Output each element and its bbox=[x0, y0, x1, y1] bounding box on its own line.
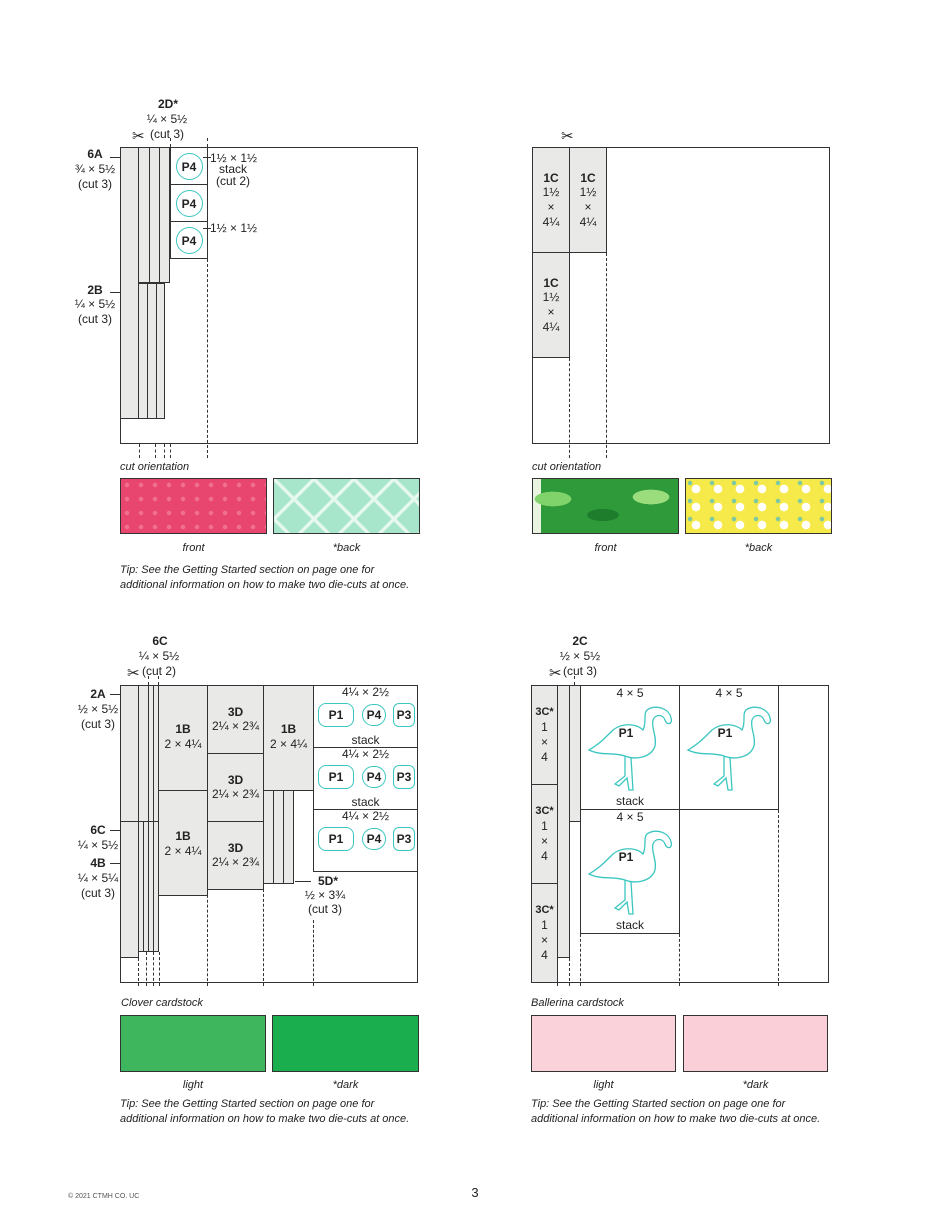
label-4b: 4B bbox=[90, 856, 106, 870]
label-3d: 3D bbox=[227, 841, 244, 855]
flamingo-diecut-outline bbox=[684, 700, 776, 798]
piece-1c bbox=[569, 147, 607, 253]
piece-3d bbox=[207, 753, 264, 822]
cut-2a: (cut 3) bbox=[80, 717, 115, 731]
stack-label: stack bbox=[351, 733, 380, 747]
strip-2a bbox=[120, 821, 139, 958]
swatch-ballerina-dark bbox=[683, 1015, 828, 1072]
label-p4: P4 bbox=[366, 832, 382, 846]
strip-2a bbox=[120, 685, 139, 822]
piece-1b bbox=[158, 790, 208, 896]
cell-p4 bbox=[170, 147, 208, 185]
piece-1c bbox=[532, 147, 570, 253]
stack-label: stack bbox=[218, 162, 247, 176]
scissors-icon: ✂ bbox=[127, 665, 140, 682]
label-p1: P1 bbox=[328, 770, 344, 784]
size-2c: ½ × 5½ bbox=[559, 649, 601, 663]
size-4x5: 4 × 5 bbox=[616, 686, 644, 700]
cell-p-strip bbox=[313, 747, 418, 810]
size-3d: 2¼ × 2¾ bbox=[211, 719, 260, 733]
stack-label: stack bbox=[615, 918, 644, 932]
cell-p4 bbox=[170, 221, 208, 259]
cell-flamingo bbox=[580, 685, 680, 810]
tip-text: Tip: See the Getting Started section on page one for additional information on how to make two die-cuts at once. bbox=[531, 1098, 821, 1125]
piece-3c bbox=[531, 784, 558, 884]
dim-1: 1 bbox=[541, 918, 548, 932]
swatch-front-label: front bbox=[594, 542, 617, 554]
size-3d: 2¼ × 2¾ bbox=[211, 787, 260, 801]
label-2a: 2A bbox=[90, 687, 106, 701]
size-1b: 2 × 4¼ bbox=[269, 737, 308, 751]
piece-3c bbox=[531, 685, 558, 785]
size-6a: ¾ × 5½ bbox=[74, 162, 116, 176]
swatch-dark-label: *dark bbox=[742, 1079, 769, 1091]
dim-2: 4¼ bbox=[542, 320, 560, 334]
size-6c-2: ¼ × 5½ bbox=[77, 838, 119, 852]
size-top: 1½ × 1½ bbox=[210, 151, 258, 165]
dim-1: 1 bbox=[541, 720, 548, 734]
label-p3: P3 bbox=[396, 708, 412, 722]
swatch-back-label: *back bbox=[744, 542, 773, 554]
label-3d: 3D bbox=[227, 705, 244, 719]
dim-2: 4 bbox=[541, 750, 548, 764]
stack-label: stack bbox=[615, 794, 644, 808]
dim-1: 1½ bbox=[542, 185, 560, 199]
size-3d: 2¼ × 2¾ bbox=[211, 855, 260, 869]
label-6c: 6C bbox=[152, 634, 168, 648]
piece-3d bbox=[207, 685, 264, 754]
times: × bbox=[540, 933, 548, 947]
dim-1: 1½ bbox=[542, 290, 560, 304]
stack-label: stack bbox=[351, 795, 380, 809]
label-p1: P1 bbox=[328, 832, 344, 846]
flamingo-diecut-outline bbox=[585, 824, 677, 922]
label-1b: 1B bbox=[175, 722, 191, 736]
cardstock-label: Clover cardstock bbox=[121, 997, 203, 1009]
cut-5d: (cut 3) bbox=[307, 902, 342, 916]
size-strip: 4¼ × 2½ bbox=[341, 685, 390, 699]
dim-1: 1 bbox=[541, 819, 548, 833]
cut-top: (cut 2) bbox=[215, 174, 250, 188]
cut-2c: (cut 3) bbox=[562, 664, 597, 678]
cut-orientation-label: cut orientation bbox=[120, 461, 190, 473]
label-p1: P1 bbox=[618, 850, 634, 864]
swatch-back-mint-plaid bbox=[273, 478, 420, 534]
swatch-clover-dark bbox=[272, 1015, 419, 1072]
piece-1b bbox=[263, 685, 314, 791]
size-4b: ¼ × 5¼ bbox=[77, 871, 119, 885]
swatch-light-label: light bbox=[182, 1079, 204, 1091]
dim-2: 4¼ bbox=[579, 215, 597, 229]
label-p3: P3 bbox=[396, 832, 412, 846]
cut-6c: (cut 2) bbox=[141, 664, 176, 678]
cell-p4 bbox=[170, 184, 208, 222]
label-p4: P4 bbox=[181, 160, 197, 174]
label-3c: 3C* bbox=[535, 805, 554, 817]
times: × bbox=[547, 200, 555, 214]
tip-text: Tip: See the Getting Started section on page one for additional information on how to make two die-cuts at once. bbox=[120, 1098, 410, 1125]
label-6c-2: 6C bbox=[90, 823, 106, 837]
size-6c: ¼ × 5½ bbox=[138, 649, 180, 663]
swatch-front-tropical-leaves bbox=[532, 478, 679, 534]
label-1b: 1B bbox=[280, 722, 297, 736]
strip-6a bbox=[120, 147, 139, 419]
tip-text: Tip: See the Getting Started section on page one for additional information on how to make two die-cuts at once. bbox=[120, 564, 410, 591]
copyright: © 2021 CTMH CO. UC bbox=[68, 1193, 140, 1200]
size-strip: 4¼ × 2½ bbox=[341, 747, 390, 761]
label-p4: P4 bbox=[181, 197, 197, 211]
label-2c: 2C bbox=[572, 634, 588, 648]
cell-p-strip bbox=[313, 685, 418, 748]
label-p1: P1 bbox=[618, 726, 634, 740]
dim-2: 4¼ bbox=[542, 215, 560, 229]
dim-1: 1½ bbox=[579, 185, 597, 199]
label-p1: P1 bbox=[717, 726, 733, 740]
cut-6a: (cut 3) bbox=[77, 177, 112, 191]
times: × bbox=[584, 200, 592, 214]
label-5d: 5D* bbox=[317, 874, 338, 888]
swatch-front-label: front bbox=[182, 542, 205, 554]
label-6a: 6A bbox=[87, 147, 103, 161]
strip-2b bbox=[156, 283, 165, 419]
times: × bbox=[540, 834, 548, 848]
scissors-icon: ✂ bbox=[549, 665, 562, 682]
label-p4: P4 bbox=[366, 708, 382, 722]
cell-flamingo bbox=[679, 685, 779, 810]
scissors-icon: ✂ bbox=[132, 128, 145, 145]
size-strip: 4¼ × 2½ bbox=[341, 809, 390, 823]
label-p4: P4 bbox=[181, 234, 197, 248]
size-5d: ½ × 3¾ bbox=[304, 888, 346, 902]
cut-2b: (cut 3) bbox=[77, 312, 112, 326]
swatch-ballerina-light bbox=[531, 1015, 676, 1072]
size-2b: ¼ × 5½ bbox=[74, 297, 116, 311]
label-p4: P4 bbox=[366, 770, 382, 784]
size-4x5: 4 × 5 bbox=[616, 810, 644, 824]
size-2a: ½ × 5½ bbox=[77, 702, 119, 716]
size-2d: ¼ × 5½ bbox=[146, 112, 188, 126]
cardstock-label: Ballerina cardstock bbox=[531, 997, 624, 1009]
label-1c: 1C bbox=[543, 171, 559, 185]
times: × bbox=[540, 735, 548, 749]
label-3c: 3C* bbox=[535, 904, 554, 916]
swatch-back-yellow-floral bbox=[685, 478, 832, 534]
cut-4b: (cut 3) bbox=[80, 886, 115, 900]
label-3c: 3C* bbox=[535, 706, 554, 718]
cell-flamingo bbox=[580, 809, 680, 934]
size-bottom: 1½ × 1½ bbox=[210, 221, 258, 235]
label-1b: 1B bbox=[175, 829, 191, 843]
times: × bbox=[547, 305, 555, 319]
label-p3: P3 bbox=[396, 770, 412, 784]
size-1b: 2 × 4¼ bbox=[164, 844, 202, 858]
size-4x5: 4 × 5 bbox=[715, 686, 743, 700]
piece-1c bbox=[532, 252, 570, 358]
cell-p-strip bbox=[313, 809, 418, 872]
scissors-icon: ✂ bbox=[561, 128, 574, 145]
label-p1: P1 bbox=[328, 708, 344, 722]
piece-3d bbox=[207, 821, 264, 890]
page-number: 3 bbox=[471, 1185, 479, 1200]
label-2b: 2B bbox=[87, 283, 103, 297]
strip-2d bbox=[159, 147, 170, 283]
dim-2: 4 bbox=[541, 849, 548, 863]
swatch-front-pink-stars bbox=[120, 478, 267, 534]
swatch-clover-light bbox=[120, 1015, 266, 1072]
flamingo-diecut-outline bbox=[585, 700, 677, 798]
cut-orientation-label: cut orientation bbox=[532, 461, 602, 473]
size-1b: 2 × 4¼ bbox=[164, 737, 202, 751]
label-1c: 1C bbox=[543, 276, 559, 290]
piece-3c bbox=[531, 883, 558, 983]
strip-5d bbox=[283, 790, 294, 884]
swatch-back-label: *back bbox=[332, 542, 361, 554]
cut-2d: (cut 3) bbox=[149, 127, 184, 141]
dim-2: 4 bbox=[541, 948, 548, 962]
swatch-light-label: light bbox=[593, 1079, 614, 1091]
swatch-dark-label: *dark bbox=[332, 1079, 359, 1091]
label-2d: 2D* bbox=[157, 97, 178, 111]
label-1c: 1C bbox=[580, 171, 596, 185]
label-3d: 3D bbox=[227, 773, 244, 787]
piece-1b bbox=[158, 685, 208, 791]
